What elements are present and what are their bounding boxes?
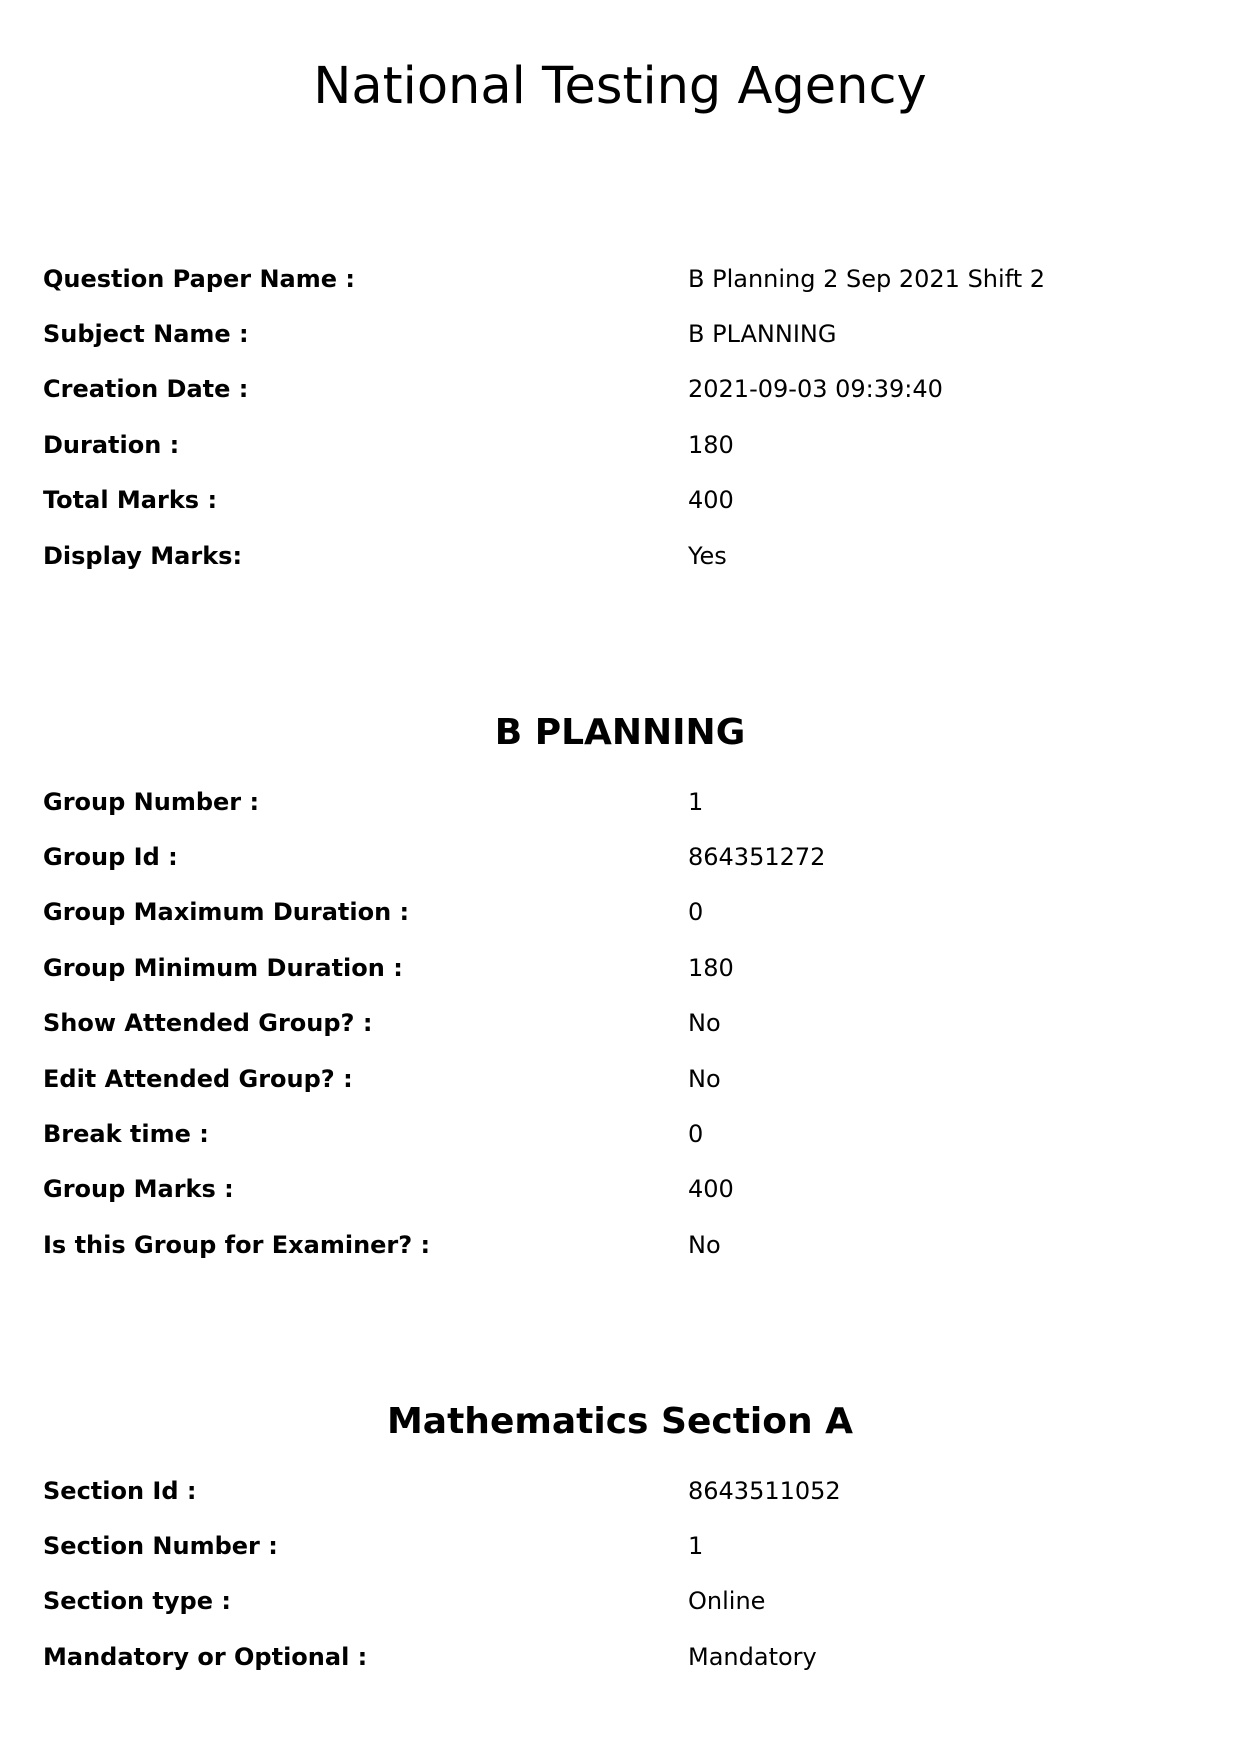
- group-for-examiner-label: Is this Group for Examiner? :: [43, 1230, 431, 1259]
- group-max-duration-label: Group Maximum Duration :: [43, 898, 410, 927]
- page-title: National Testing Agency: [313, 57, 927, 116]
- group-marks-value: 400: [688, 1175, 734, 1204]
- section-info-row: [43, 1518, 1203, 1573]
- group-id-label: Group Id :: [43, 843, 178, 872]
- group-min-duration-value: 180: [688, 953, 734, 982]
- group-heading: B PLANNING: [494, 712, 746, 753]
- paper-info-row: [43, 473, 1203, 528]
- section-number-value: 1: [688, 1532, 704, 1561]
- mandatory-optional-label: Mandatory or Optional :: [43, 1642, 368, 1671]
- group-info-row: [43, 829, 1203, 884]
- duration-label: Duration :: [43, 430, 180, 459]
- edit-attended-group-value: No: [688, 1064, 721, 1093]
- edit-attended-group-label: Edit Attended Group? :: [43, 1064, 353, 1093]
- group-info-table: [43, 774, 1203, 1273]
- group-min-duration-label: Group Minimum Duration :: [43, 953, 403, 982]
- section-type-value: Online: [688, 1587, 766, 1616]
- group-marks-label: Group Marks :: [43, 1175, 234, 1204]
- group-info-row: [43, 885, 1203, 940]
- group-info-row: [43, 996, 1203, 1051]
- paper-info-row: [43, 528, 1203, 583]
- paper-info-row: [43, 251, 1203, 306]
- group-number-label: Group Number :: [43, 787, 260, 816]
- group-for-examiner-value: No: [688, 1230, 721, 1259]
- group-info-row: [43, 1106, 1203, 1161]
- group-max-duration-value: 0: [688, 898, 704, 927]
- section-info-row: [43, 1463, 1203, 1518]
- mandatory-optional-value: Mandatory: [688, 1642, 817, 1671]
- section-id-label: Section Id :: [43, 1476, 197, 1505]
- total-marks-value: 400: [688, 486, 734, 515]
- break-time-label: Break time :: [43, 1120, 209, 1149]
- display-marks-value: Yes: [688, 541, 727, 570]
- section-heading: Mathematics Section A: [386, 1401, 853, 1442]
- group-info-row: [43, 1162, 1203, 1217]
- break-time-value: 0: [688, 1120, 704, 1149]
- creation-date-label: Creation Date :: [43, 375, 249, 404]
- section-info-row: [43, 1574, 1203, 1629]
- paper-info-table: [43, 251, 1203, 583]
- show-attended-group-value: No: [688, 1009, 721, 1038]
- group-id-value: 864351272: [688, 843, 826, 872]
- section-type-label: Section type :: [43, 1587, 231, 1616]
- group-info-row: [43, 1217, 1203, 1272]
- paper-info-row: [43, 362, 1203, 417]
- group-number-value: 1: [688, 787, 704, 816]
- paper-info-row: [43, 417, 1203, 472]
- group-info-row: [43, 774, 1203, 829]
- display-marks-label: Display Marks:: [43, 541, 243, 570]
- section-info-table: [43, 1463, 1203, 1685]
- question-paper-name-label: Question Paper Name :: [43, 264, 355, 293]
- section-info-row: [43, 1629, 1203, 1684]
- total-marks-label: Total Marks :: [43, 486, 218, 515]
- section-number-label: Section Number :: [43, 1532, 278, 1561]
- show-attended-group-label: Show Attended Group? :: [43, 1009, 373, 1038]
- creation-date-value: 2021-09-03 09:39:40: [688, 375, 943, 404]
- group-info-row: [43, 1051, 1203, 1106]
- paper-info-row: [43, 306, 1203, 361]
- subject-name-value: B PLANNING: [688, 320, 837, 349]
- group-info-row: [43, 940, 1203, 995]
- subject-name-label: Subject Name :: [43, 320, 249, 349]
- section-id-value: 8643511052: [688, 1476, 841, 1505]
- question-paper-name-value: B Planning 2 Sep 2021 Shift 2: [688, 264, 1046, 293]
- duration-value: 180: [688, 430, 734, 459]
